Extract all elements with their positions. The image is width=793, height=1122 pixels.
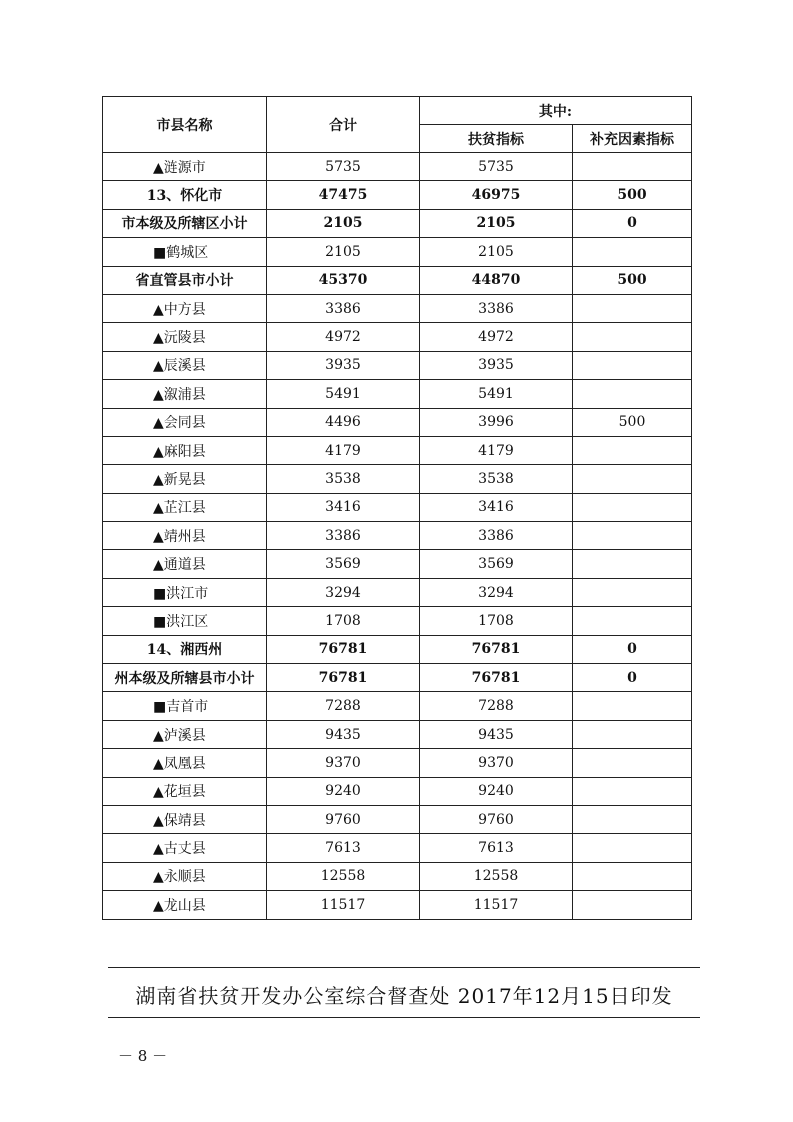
cell-name: ▲通道县 (103, 550, 267, 578)
cell-poverty: 3416 (420, 493, 573, 521)
table-row (103, 266, 692, 294)
cell-supplement (573, 834, 692, 862)
cell-total: 76781 (267, 635, 420, 663)
cell-poverty: 3294 (420, 578, 573, 606)
cell-total: 76781 (267, 664, 420, 692)
cell-total: 7613 (267, 834, 420, 862)
table-body (103, 153, 692, 920)
page-number: － 8 － (118, 1047, 168, 1065)
table-row (103, 578, 692, 606)
cell-name: ▲新晃县 (103, 465, 267, 493)
cell-name: ■鹤城区 (103, 238, 267, 266)
table-row (103, 692, 692, 720)
cell-poverty: 7288 (420, 692, 573, 720)
cell-supplement: 500 (573, 266, 692, 294)
table-row (103, 805, 692, 833)
cell-total: 7288 (267, 692, 420, 720)
cell-supplement: 0 (573, 664, 692, 692)
table-row (103, 238, 692, 266)
cell-name: ▲芷江县 (103, 493, 267, 521)
table-row (103, 891, 692, 919)
header-group: 其中: (420, 97, 692, 125)
cell-poverty: 2105 (420, 238, 573, 266)
cell-name: ▲溆浦县 (103, 380, 267, 408)
cell-total: 3416 (267, 493, 420, 521)
cell-supplement (573, 720, 692, 748)
cell-name: 13、怀化市 (103, 181, 267, 209)
table-row (103, 209, 692, 237)
cell-name: ▲会同县 (103, 408, 267, 436)
cell-name: ▲泸溪县 (103, 720, 267, 748)
allocation-table (102, 96, 692, 920)
table-row (103, 664, 692, 692)
cell-name: 市本级及所辖区小计 (103, 209, 267, 237)
cell-name: ▲保靖县 (103, 805, 267, 833)
cell-total: 11517 (267, 891, 420, 919)
cell-supplement: 500 (573, 408, 692, 436)
cell-poverty: 44870 (420, 266, 573, 294)
table-row (103, 862, 692, 890)
footer-rule-top (108, 967, 700, 968)
cell-poverty: 4972 (420, 323, 573, 351)
cell-total: 4179 (267, 436, 420, 464)
cell-name: ▲花垣县 (103, 777, 267, 805)
cell-poverty: 3386 (420, 522, 573, 550)
table-row (103, 465, 692, 493)
cell-poverty: 5735 (420, 153, 573, 181)
cell-total: 3935 (267, 351, 420, 379)
cell-poverty: 12558 (420, 862, 573, 890)
table-row (103, 635, 692, 663)
cell-supplement (573, 862, 692, 890)
cell-name: 14、湘西州 (103, 635, 267, 663)
footer-rule-bottom (108, 1017, 700, 1018)
cell-total: 9435 (267, 720, 420, 748)
cell-total: 3386 (267, 522, 420, 550)
cell-name: ▲凤凰县 (103, 749, 267, 777)
table-row (103, 834, 692, 862)
table-row (103, 294, 692, 322)
footer-issuer-line: 湖南省扶贫开发办公室综合督查处 2017年12月15日印发 (135, 984, 673, 1008)
cell-name: ▲中方县 (103, 294, 267, 322)
cell-poverty: 76781 (420, 664, 573, 692)
cell-poverty: 9240 (420, 777, 573, 805)
cell-name: ■洪江市 (103, 578, 267, 606)
cell-supplement (573, 436, 692, 464)
cell-supplement (573, 294, 692, 322)
cell-name: ▲古丈县 (103, 834, 267, 862)
cell-total: 5735 (267, 153, 420, 181)
cell-total: 4496 (267, 408, 420, 436)
table-row (103, 351, 692, 379)
table-row (103, 749, 692, 777)
cell-supplement (573, 351, 692, 379)
cell-supplement (573, 805, 692, 833)
cell-poverty: 3386 (420, 294, 573, 322)
header-total: 合计 (267, 97, 420, 153)
cell-supplement (573, 607, 692, 635)
cell-poverty: 11517 (420, 891, 573, 919)
cell-total: 9240 (267, 777, 420, 805)
cell-name: ▲龙山县 (103, 891, 267, 919)
cell-total: 3386 (267, 294, 420, 322)
cell-supplement: 0 (573, 635, 692, 663)
cell-supplement (573, 891, 692, 919)
cell-total: 3538 (267, 465, 420, 493)
table-row (103, 323, 692, 351)
cell-poverty: 9370 (420, 749, 573, 777)
cell-poverty: 4179 (420, 436, 573, 464)
cell-name: ▲麻阳县 (103, 436, 267, 464)
cell-supplement (573, 692, 692, 720)
cell-poverty: 5491 (420, 380, 573, 408)
cell-poverty: 46975 (420, 181, 573, 209)
cell-supplement (573, 578, 692, 606)
cell-poverty: 3996 (420, 408, 573, 436)
table-row (103, 607, 692, 635)
cell-poverty: 3569 (420, 550, 573, 578)
header-supplement: 补充因素指标 (573, 125, 692, 153)
cell-name: ▲辰溪县 (103, 351, 267, 379)
header-name: 市县名称 (103, 97, 267, 153)
cell-total: 47475 (267, 181, 420, 209)
cell-supplement (573, 465, 692, 493)
table-row (103, 153, 692, 181)
cell-total: 2105 (267, 209, 420, 237)
cell-total: 9370 (267, 749, 420, 777)
cell-supplement: 500 (573, 181, 692, 209)
cell-supplement (573, 493, 692, 521)
cell-total: 3569 (267, 550, 420, 578)
table-row (103, 550, 692, 578)
table-row (103, 436, 692, 464)
cell-total: 3294 (267, 578, 420, 606)
table-row (103, 380, 692, 408)
cell-name: ■洪江区 (103, 607, 267, 635)
cell-name: ■吉首市 (103, 692, 267, 720)
cell-poverty: 9435 (420, 720, 573, 748)
cell-supplement: 0 (573, 209, 692, 237)
table-row (103, 408, 692, 436)
table-row (103, 720, 692, 748)
cell-poverty: 2105 (420, 209, 573, 237)
cell-name: ▲永顺县 (103, 862, 267, 890)
table-header-row (103, 97, 692, 125)
cell-supplement (573, 777, 692, 805)
cell-total: 4972 (267, 323, 420, 351)
cell-supplement (573, 522, 692, 550)
cell-poverty: 3538 (420, 465, 573, 493)
cell-total: 5491 (267, 380, 420, 408)
table-row (103, 777, 692, 805)
cell-poverty: 76781 (420, 635, 573, 663)
cell-poverty: 9760 (420, 805, 573, 833)
cell-supplement (573, 238, 692, 266)
table-row (103, 522, 692, 550)
cell-total: 2105 (267, 238, 420, 266)
cell-total: 1708 (267, 607, 420, 635)
cell-name: 省直管县市小计 (103, 266, 267, 294)
cell-name: ▲沅陵县 (103, 323, 267, 351)
cell-total: 12558 (267, 862, 420, 890)
cell-poverty: 1708 (420, 607, 573, 635)
table-row (103, 181, 692, 209)
cell-total: 9760 (267, 805, 420, 833)
cell-total: 45370 (267, 266, 420, 294)
cell-supplement (573, 550, 692, 578)
cell-supplement (573, 323, 692, 351)
cell-supplement (573, 153, 692, 181)
cell-supplement (573, 380, 692, 408)
header-poverty: 扶贫指标 (420, 125, 573, 153)
cell-name: 州本级及所辖县市小计 (103, 664, 267, 692)
cell-supplement (573, 749, 692, 777)
cell-poverty: 7613 (420, 834, 573, 862)
cell-name: ▲靖州县 (103, 522, 267, 550)
cell-poverty: 3935 (420, 351, 573, 379)
table-row (103, 493, 692, 521)
cell-name: ▲涟源市 (103, 153, 267, 181)
